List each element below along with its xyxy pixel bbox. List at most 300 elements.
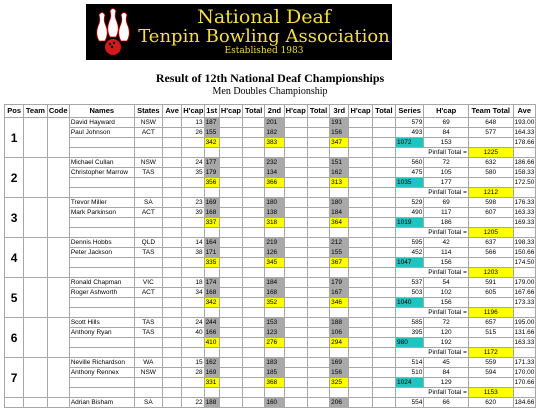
game-2-score: 126	[265, 248, 284, 258]
series-handicap: 42	[424, 238, 469, 248]
team-game-totals-row	[5, 338, 536, 348]
position-cell: 7	[5, 358, 24, 398]
game-1-total	[243, 328, 265, 338]
banner-line-1: National Deaf	[197, 6, 331, 28]
player-row	[5, 318, 536, 328]
team-cell	[24, 318, 47, 358]
game-1-handicap	[219, 288, 242, 298]
empty-cell	[163, 308, 182, 318]
player-handicap: 14	[182, 238, 204, 248]
empty-cell	[243, 308, 265, 318]
game-2-total	[307, 128, 329, 138]
empty-cell	[163, 258, 182, 268]
team-series-total: 1019	[396, 218, 424, 228]
empty-cell	[372, 378, 395, 388]
empty-cell	[513, 348, 535, 358]
game-1-total	[243, 248, 265, 258]
team-series-handicap: 129	[424, 378, 469, 388]
player-name: Trevor Miller	[69, 198, 134, 208]
position-cell: 1	[5, 118, 24, 158]
game-2-total	[307, 158, 329, 168]
game-1-handicap	[219, 328, 242, 338]
empty-cell	[182, 388, 204, 398]
empty-cell	[284, 348, 307, 358]
team-game-1-total: 342	[204, 298, 219, 308]
empty-cell	[182, 258, 204, 268]
player-series-average: 179.00	[514, 278, 535, 286]
empty-cell	[349, 338, 372, 348]
team-game-totals-row	[5, 378, 536, 388]
player-series-average: 164.33	[514, 128, 535, 136]
empty-cell	[372, 298, 395, 308]
player-name: David Hayward	[69, 118, 134, 128]
empty-cell	[243, 338, 265, 348]
pinfall-total-value: 1205	[468, 228, 513, 238]
pinfall-total-value: 1172	[468, 348, 513, 358]
player-handicap: 18	[182, 278, 204, 288]
column-header: Team Total	[468, 105, 513, 118]
empty-cell	[330, 228, 349, 238]
game-3-handicap	[349, 248, 372, 258]
series-handicap: 69	[424, 198, 469, 208]
player-average	[163, 288, 182, 298]
player-average	[163, 248, 182, 258]
empty-cell	[372, 388, 395, 398]
empty-cell	[284, 218, 307, 228]
game-2-total	[307, 248, 329, 258]
player-series-average: 176.33	[514, 198, 535, 206]
team-average: 178.66	[514, 138, 535, 146]
game-2-total	[307, 398, 329, 408]
empty-cell	[372, 338, 395, 348]
empty-cell	[265, 148, 284, 158]
team-game-2-total: 276	[265, 338, 284, 348]
player-series-average: 158.33	[514, 168, 535, 176]
player-row	[5, 118, 536, 128]
game-2-score: 160	[265, 398, 284, 408]
empty-cell	[69, 188, 134, 198]
position-cell: 6	[5, 318, 24, 358]
empty-cell	[349, 188, 372, 198]
game-1-total	[243, 318, 265, 328]
empty-cell	[163, 348, 182, 358]
empty-cell	[330, 268, 349, 278]
empty-cell	[349, 298, 372, 308]
player-state: TAS	[134, 318, 162, 328]
empty-cell	[163, 138, 182, 148]
empty-cell	[372, 228, 395, 238]
empty-cell	[243, 258, 265, 268]
code-cell	[47, 318, 69, 358]
team-series-handicap: 192	[424, 338, 469, 348]
banner-established: Established 1983	[224, 46, 304, 56]
team-cell	[24, 238, 47, 278]
team-game-3-total: 313	[330, 178, 349, 188]
column-header: Names	[69, 105, 134, 118]
player-handicap: 23	[182, 198, 204, 208]
team-cell	[24, 198, 47, 238]
game-1-handicap	[219, 198, 242, 208]
empty-cell	[219, 348, 242, 358]
column-header: States	[134, 105, 162, 118]
empty-cell	[307, 308, 329, 318]
empty-cell	[372, 138, 395, 148]
game-1-total	[243, 118, 265, 128]
player-name: Mark Parkinson	[69, 208, 134, 218]
team-game-totals-row	[5, 258, 536, 268]
empty-cell	[265, 388, 284, 398]
team-series-total: 1047	[396, 258, 424, 268]
player-average	[163, 238, 182, 248]
series-handicap: 54	[424, 278, 469, 288]
team-total: 632	[468, 158, 513, 168]
game-2-total	[307, 368, 329, 378]
game-2-handicap	[284, 198, 307, 208]
game-3-score: 184	[330, 208, 349, 218]
team-cell	[24, 158, 47, 198]
empty-cell	[69, 308, 134, 318]
empty-cell	[182, 218, 204, 228]
empty-cell	[349, 138, 372, 148]
empty-cell	[330, 348, 349, 358]
empty-cell	[349, 268, 372, 278]
game-1-total	[243, 398, 265, 408]
game-1-score: 168	[204, 288, 219, 298]
player-state: NSW	[134, 368, 162, 378]
pinfall-total-row	[5, 188, 536, 198]
empty-cell	[204, 388, 219, 398]
game-2-total	[307, 198, 329, 208]
team-total: 580	[468, 168, 513, 178]
game-2-score: 232	[265, 158, 284, 168]
pinfall-total-value: 1153	[468, 388, 513, 398]
code-cell	[47, 278, 69, 318]
series-score: 503	[396, 288, 424, 298]
team-series-total: 980	[396, 338, 424, 348]
game-3-total	[372, 368, 395, 378]
empty-cell	[163, 298, 182, 308]
pinfall-total-row	[5, 268, 536, 278]
series-handicap: 84	[424, 128, 469, 138]
game-3-handicap	[349, 278, 372, 288]
team-total: 605	[468, 288, 513, 298]
game-3-handicap	[349, 398, 372, 408]
empty-cell	[284, 258, 307, 268]
team-total: 566	[468, 248, 513, 258]
player-row	[5, 208, 536, 218]
empty-cell	[284, 228, 307, 238]
team-average: 169.33	[514, 218, 535, 226]
pinfall-total-row	[5, 308, 536, 318]
empty-cell	[372, 188, 395, 198]
team-game-2-total: 345	[265, 258, 284, 268]
team-game-totals-row	[5, 298, 536, 308]
game-1-score: 179	[204, 168, 219, 178]
team-average: 172.50	[514, 178, 535, 186]
game-3-total	[372, 248, 395, 258]
game-3-total	[372, 278, 395, 288]
player-handicap: 34	[182, 288, 204, 298]
game-2-total	[307, 328, 329, 338]
empty-cell	[134, 258, 162, 268]
game-3-score: 191	[330, 118, 349, 128]
empty-cell	[468, 178, 513, 188]
game-2-score: 184	[265, 278, 284, 288]
empty-cell	[513, 148, 535, 158]
code-cell	[47, 398, 69, 408]
empty-cell	[468, 378, 513, 388]
team-game-1-total: 342	[204, 138, 219, 148]
page-title: Result of 12th National Deaf Championships	[155, 71, 385, 85]
player-handicap: 13	[182, 118, 204, 128]
empty-cell	[372, 178, 395, 188]
empty-cell	[134, 268, 162, 278]
team-game-2-total: 352	[265, 298, 284, 308]
game-3-score: 212	[330, 238, 349, 248]
game-1-total	[243, 368, 265, 378]
player-state: TAS	[134, 168, 162, 178]
game-3-total	[372, 238, 395, 248]
series-handicap: 69	[424, 118, 469, 128]
empty-cell	[204, 188, 219, 198]
team-cell	[24, 118, 47, 158]
column-header: Code	[47, 105, 69, 118]
team-total: 559	[468, 358, 513, 368]
position-cell: 5	[5, 278, 24, 318]
empty-cell	[284, 388, 307, 398]
empty-cell	[182, 298, 204, 308]
empty-cell	[134, 388, 162, 398]
empty-cell	[284, 268, 307, 278]
empty-cell	[284, 148, 307, 158]
empty-cell	[243, 378, 265, 388]
team-series-total: 1024	[396, 378, 424, 388]
player-row	[5, 248, 536, 258]
game-1-handicap	[219, 278, 242, 288]
column-header: Ave	[163, 105, 182, 118]
team-game-1-total: 356	[204, 178, 219, 188]
player-name: Scott Hills	[69, 318, 134, 328]
player-state: TAS	[134, 328, 162, 338]
column-header: Total	[243, 105, 265, 118]
player-series-average: 163.33	[514, 208, 535, 216]
team-game-1-total: 331	[204, 378, 219, 388]
game-3-total	[372, 128, 395, 138]
series-score: 595	[396, 238, 424, 248]
player-series-average: 184.66	[514, 398, 535, 406]
empty-cell	[69, 268, 134, 278]
team-series-total: 1040	[396, 298, 424, 308]
game-2-total	[307, 288, 329, 298]
empty-cell	[330, 308, 349, 318]
pinfall-total-row	[5, 388, 536, 398]
header-row	[5, 105, 536, 118]
game-2-total	[307, 208, 329, 218]
empty-cell	[134, 338, 162, 348]
empty-cell	[307, 378, 329, 388]
column-header: Pos	[5, 105, 24, 118]
player-row	[5, 168, 536, 178]
empty-cell	[134, 378, 162, 388]
empty-cell	[243, 268, 265, 278]
empty-cell	[330, 148, 349, 158]
player-series-average: 171.33	[514, 358, 535, 366]
empty-cell	[69, 148, 134, 158]
player-row	[5, 398, 536, 408]
game-3-score: 167	[330, 288, 349, 298]
column-header: 1st	[204, 105, 219, 118]
game-3-total	[372, 118, 395, 128]
player-state: WA	[134, 358, 162, 368]
bowling-logo-icon	[90, 7, 136, 57]
empty-cell	[182, 148, 204, 158]
player-handicap: 15	[182, 358, 204, 368]
empty-cell	[349, 148, 372, 158]
empty-cell	[182, 308, 204, 318]
game-1-total	[243, 278, 265, 288]
team-total: 648	[468, 118, 513, 128]
player-state: SA	[134, 398, 162, 408]
empty-cell	[284, 188, 307, 198]
player-row	[5, 128, 536, 138]
empty-cell	[69, 338, 134, 348]
player-average	[163, 128, 182, 138]
series-score: 585	[396, 318, 424, 328]
game-2-score: 185	[265, 368, 284, 378]
game-1-total	[243, 128, 265, 138]
series-score: 529	[396, 198, 424, 208]
pinfall-total-label: Pinfall Total =	[396, 188, 469, 198]
pinfall-total-value: 1212	[468, 188, 513, 198]
empty-cell	[468, 138, 513, 148]
game-2-score: 219	[265, 238, 284, 248]
empty-cell	[204, 148, 219, 158]
game-3-total	[372, 318, 395, 328]
game-3-handicap	[349, 158, 372, 168]
player-state: ACT	[134, 208, 162, 218]
game-3-handicap	[349, 318, 372, 328]
empty-cell	[219, 138, 242, 148]
game-1-score: 171	[204, 248, 219, 258]
empty-cell	[69, 228, 134, 238]
game-3-score: 180	[330, 198, 349, 208]
pinfall-total-row	[5, 148, 536, 158]
empty-cell	[265, 188, 284, 198]
team-game-3-total: 325	[330, 378, 349, 388]
game-2-handicap	[284, 398, 307, 408]
game-1-handicap	[219, 238, 242, 248]
team-series-handicap: 186	[424, 218, 469, 228]
game-2-handicap	[284, 168, 307, 178]
player-state: NSW	[134, 118, 162, 128]
game-2-handicap	[284, 248, 307, 258]
series-score: 514	[396, 358, 424, 368]
team-series-handicap: 153	[424, 138, 469, 148]
empty-cell	[219, 188, 242, 198]
column-header: Total	[372, 105, 395, 118]
pinfall-total-label: Pinfall Total =	[396, 228, 469, 238]
game-3-score: 188	[330, 318, 349, 328]
team-total: 620	[468, 398, 513, 408]
player-state: NSW	[134, 158, 162, 168]
team-game-totals-row	[5, 218, 536, 228]
game-2-score: 138	[265, 208, 284, 218]
series-handicap: 105	[424, 168, 469, 178]
empty-cell	[163, 188, 182, 198]
empty-cell	[163, 378, 182, 388]
game-1-handicap	[219, 368, 242, 378]
empty-cell	[513, 268, 535, 278]
empty-cell	[219, 218, 242, 228]
empty-cell	[284, 338, 307, 348]
game-2-score: 134	[265, 168, 284, 178]
player-row	[5, 288, 536, 298]
player-name: Roger Ashworth	[69, 288, 134, 298]
player-state: ACT	[134, 128, 162, 138]
empty-cell	[69, 138, 134, 148]
empty-cell	[307, 338, 329, 348]
player-name: Anthony Rennex	[69, 368, 134, 378]
game-2-handicap	[284, 158, 307, 168]
team-cell	[24, 358, 47, 398]
game-2-handicap	[284, 208, 307, 218]
pinfall-total-label: Pinfall Total =	[396, 348, 469, 358]
player-handicap: 35	[182, 168, 204, 178]
game-1-handicap	[219, 128, 242, 138]
code-cell	[47, 238, 69, 278]
player-name: Dennis Hobbs	[69, 238, 134, 248]
series-score: 554	[396, 398, 424, 408]
pinfall-total-row	[5, 228, 536, 238]
empty-cell	[349, 348, 372, 358]
player-row	[5, 158, 536, 168]
game-2-total	[307, 318, 329, 328]
team-game-2-total: 383	[265, 138, 284, 148]
code-cell	[47, 358, 69, 398]
player-state: QLD	[134, 238, 162, 248]
player-name: Christopher Marrow	[69, 168, 134, 178]
column-header: Series	[396, 105, 424, 118]
series-handicap: 120	[424, 328, 469, 338]
empty-cell	[134, 178, 162, 188]
empty-cell	[372, 308, 395, 318]
game-2-score: 168	[265, 288, 284, 298]
page-subtitle: Men Doubles Championship	[212, 86, 328, 97]
empty-cell	[243, 228, 265, 238]
game-2-handicap	[284, 358, 307, 368]
game-3-score: 169	[330, 358, 349, 368]
player-row	[5, 328, 536, 338]
game-2-handicap	[284, 318, 307, 328]
pinfall-total-value: 1196	[468, 308, 513, 318]
player-state: VIC	[134, 278, 162, 288]
game-3-total	[372, 398, 395, 408]
position-cell: 2	[5, 158, 24, 198]
player-handicap: 26	[182, 128, 204, 138]
empty-cell	[182, 338, 204, 348]
empty-cell	[468, 338, 513, 348]
empty-cell	[372, 348, 395, 358]
empty-cell	[265, 268, 284, 278]
empty-cell	[307, 178, 329, 188]
pinfall-total-label: Pinfall Total =	[396, 308, 469, 318]
empty-cell	[372, 148, 395, 158]
game-3-total	[372, 358, 395, 368]
empty-cell	[219, 148, 242, 158]
empty-cell	[307, 228, 329, 238]
empty-cell	[349, 308, 372, 318]
game-1-handicap	[219, 168, 242, 178]
